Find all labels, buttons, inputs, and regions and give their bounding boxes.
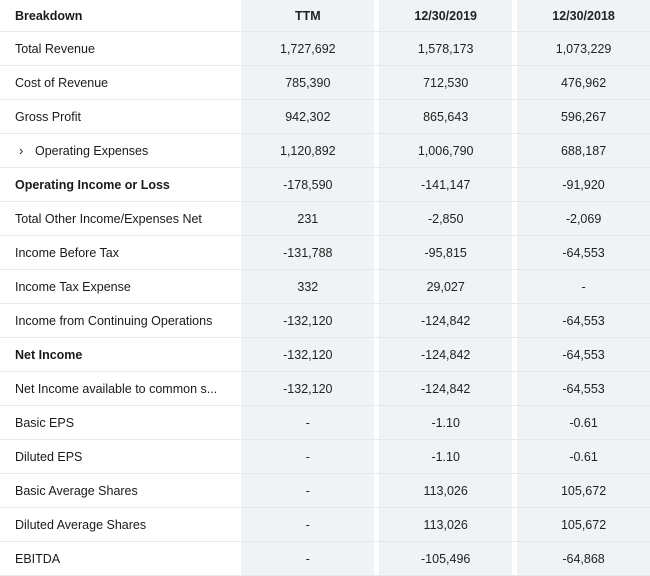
row-label-text: Cost of Revenue (15, 75, 109, 90)
value-cell: 113,026 (379, 474, 512, 507)
value-cell: - (241, 440, 374, 473)
value-cell: 1,006,790 (379, 134, 512, 167)
row-label (0, 270, 241, 303)
row-label-text: Operating Expenses (35, 143, 149, 158)
value-cell: - (241, 406, 374, 439)
table-row (0, 202, 650, 236)
row-label-text: Basic Average Shares (15, 483, 138, 498)
value-cell: -1.10 (379, 440, 512, 473)
table-row (0, 66, 650, 100)
row-label-text: Income Tax Expense (15, 279, 131, 294)
value-cell: -64,553 (517, 304, 650, 337)
row-label-text: Net Income (15, 347, 83, 362)
row-label-text: Total Other Income/Expenses Net (15, 211, 202, 226)
column-header-2018: 12/30/2018 (517, 0, 650, 31)
value-cell: 865,643 (379, 100, 512, 133)
value-cell: -64,868 (517, 542, 650, 575)
table-row (0, 406, 650, 440)
value-cell: -178,590 (241, 168, 374, 201)
row-label[interactable] (0, 134, 241, 167)
row-label-text: Income from Continuing Operations (15, 313, 213, 328)
column-header-2019: 12/30/2019 (379, 0, 512, 31)
value-cell: -124,842 (379, 338, 512, 371)
row-label (0, 168, 241, 201)
row-label (0, 372, 241, 405)
row-label-text: Total Revenue (15, 41, 95, 56)
value-cell: -64,553 (517, 372, 650, 405)
value-cell: -0.61 (517, 440, 650, 473)
row-label-text: Diluted EPS (15, 449, 83, 464)
row-label (0, 32, 241, 65)
table-row (0, 474, 650, 508)
table-row (0, 168, 650, 202)
value-cell: 29,027 (379, 270, 512, 303)
value-cell: -2,069 (517, 202, 650, 235)
value-cell: -0.61 (517, 406, 650, 439)
row-label (0, 100, 241, 133)
value-cell: - (517, 270, 650, 303)
value-cell: - (241, 508, 374, 541)
value-cell: -131,788 (241, 236, 374, 269)
table-row (0, 304, 650, 338)
table-body (0, 32, 650, 576)
row-label (0, 508, 241, 541)
value-cell: 942,302 (241, 100, 374, 133)
value-cell: 712,530 (379, 66, 512, 99)
table-row (0, 270, 650, 304)
table-row (0, 508, 650, 542)
column-header-ttm: TTM (241, 0, 374, 31)
value-cell: 688,187 (517, 134, 650, 167)
row-label-text: Gross Profit (15, 109, 81, 124)
value-cell: -105,496 (379, 542, 512, 575)
table-row (0, 372, 650, 406)
value-cell: -64,553 (517, 236, 650, 269)
value-cell: 1,578,173 (379, 32, 512, 65)
row-label (0, 338, 241, 371)
value-cell: 596,267 (517, 100, 650, 133)
row-label (0, 542, 241, 575)
row-label-text: Operating Income or Loss (15, 177, 170, 192)
row-label-text: Net Income available to common s... (15, 381, 218, 396)
table-row (0, 440, 650, 474)
row-label (0, 474, 241, 507)
table-row (0, 236, 650, 270)
row-label (0, 406, 241, 439)
table-header-row (0, 0, 650, 32)
row-label (0, 304, 241, 337)
table-row (0, 542, 650, 576)
value-cell: 105,672 (517, 474, 650, 507)
table-row (0, 338, 650, 372)
row-label-text: Income Before Tax (15, 245, 119, 260)
row-label (0, 202, 241, 235)
row-label (0, 66, 241, 99)
value-cell: -1.10 (379, 406, 512, 439)
row-label-text: EBITDA (15, 551, 61, 566)
value-cell: -64,553 (517, 338, 650, 371)
value-cell: - (241, 474, 374, 507)
chevron-right-icon[interactable]: › (19, 143, 24, 158)
value-cell: -2,850 (379, 202, 512, 235)
value-cell: -141,147 (379, 168, 512, 201)
value-cell: 105,672 (517, 508, 650, 541)
value-cell: 231 (241, 202, 374, 235)
value-cell: 332 (241, 270, 374, 303)
value-cell: 1,727,692 (241, 32, 374, 65)
value-cell: -124,842 (379, 372, 512, 405)
row-label-text: Basic EPS (15, 415, 75, 430)
value-cell: -95,815 (379, 236, 512, 269)
value-cell: 785,390 (241, 66, 374, 99)
table-row[interactable] (0, 134, 650, 168)
value-cell: 1,120,892 (241, 134, 374, 167)
breakdown-header: Breakdown (15, 8, 83, 23)
row-label (0, 440, 241, 473)
value-cell: 113,026 (379, 508, 512, 541)
row-label-text: Diluted Average Shares (15, 517, 147, 532)
value-cell: -124,842 (379, 304, 512, 337)
value-cell: - (241, 542, 374, 575)
value-cell: -132,120 (241, 304, 374, 337)
value-cell: 476,962 (517, 66, 650, 99)
value-cell: 1,073,229 (517, 32, 650, 65)
value-cell: -91,920 (517, 168, 650, 201)
row-label (0, 236, 241, 269)
value-cell: -132,120 (241, 372, 374, 405)
table-row (0, 100, 650, 134)
value-cell: -132,120 (241, 338, 374, 371)
table-row (0, 32, 650, 66)
